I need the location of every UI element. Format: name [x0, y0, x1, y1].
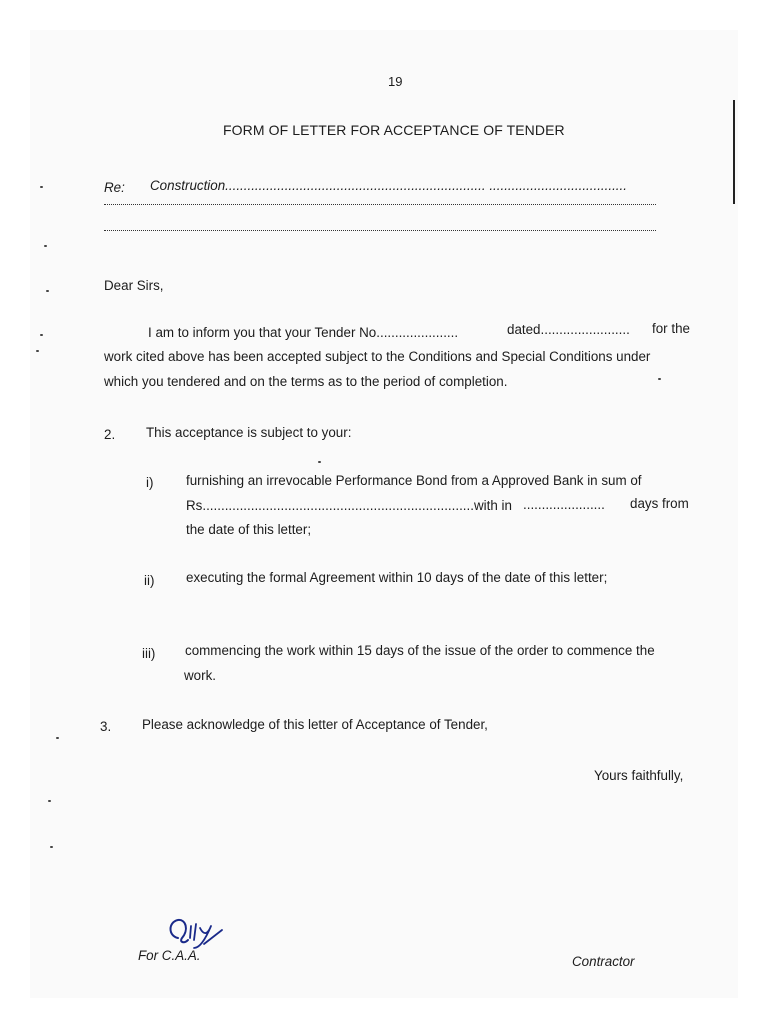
page-title: FORM OF LETTER FOR ACCEPTANCE OF TENDER — [223, 122, 565, 138]
salutation: Dear Sirs, — [104, 278, 164, 293]
scan-speck — [50, 846, 53, 848]
clause-text: Please acknowledge of this letter of Acceptance of Tender, — [142, 717, 488, 732]
list-item-text: work. — [184, 668, 216, 683]
signatory-label: For C.A.A. — [138, 948, 201, 963]
scan-speck — [36, 350, 39, 352]
intro-text: which you tendered and on the terms as to the period of completion. — [104, 374, 508, 389]
blank-line — [104, 202, 656, 205]
reference-subject: Construction...................................................................... ..................................... — [150, 178, 627, 193]
list-marker: iii) — [142, 646, 156, 661]
scan-speck — [48, 800, 51, 802]
list-item-text: days from — [630, 496, 689, 511]
clause-text: This acceptance is subject to your: — [146, 425, 352, 440]
intro-text: dated........................ — [507, 322, 630, 337]
list-item-text: commencing the work within 15 days of the issue of the order to commence the — [185, 643, 655, 658]
list-item-text: furnishing an irrevocable Performance Bond from a Approved Bank in sum of — [186, 473, 642, 488]
list-item-text: executing the formal Agreement within 10 days of the date of this letter; — [186, 570, 608, 585]
list-item-text: Rs.........................................................................with in — [186, 498, 512, 513]
intro-text: I am to inform you that your Tender No...................... — [148, 325, 459, 340]
blank-line — [104, 228, 656, 231]
document-page — [30, 30, 738, 998]
intro-text: work cited above has been accepted subject to the Conditions and Special Conditions under — [104, 349, 651, 364]
scan-speck — [658, 378, 661, 380]
signatory-label: Contractor — [572, 954, 635, 969]
list-marker: ii) — [144, 573, 155, 588]
scan-speck — [46, 290, 49, 292]
closing: Yours faithfully, — [594, 768, 684, 783]
scan-speck — [40, 186, 43, 188]
scan-edge-line — [733, 100, 735, 204]
clause-number: 3. — [100, 719, 112, 734]
clause-number: 2. — [104, 427, 116, 442]
list-item-text: the date of this letter; — [186, 522, 312, 537]
list-marker: i) — [146, 475, 154, 490]
page-number: 19 — [388, 74, 403, 89]
scan-speck — [44, 245, 47, 247]
reference-label: Re: — [104, 180, 125, 195]
scan-speck — [318, 461, 321, 463]
list-item-text: ...................... — [523, 497, 605, 512]
scan-speck — [40, 334, 43, 336]
intro-text: for the — [652, 321, 690, 336]
scan-speck — [56, 737, 59, 739]
